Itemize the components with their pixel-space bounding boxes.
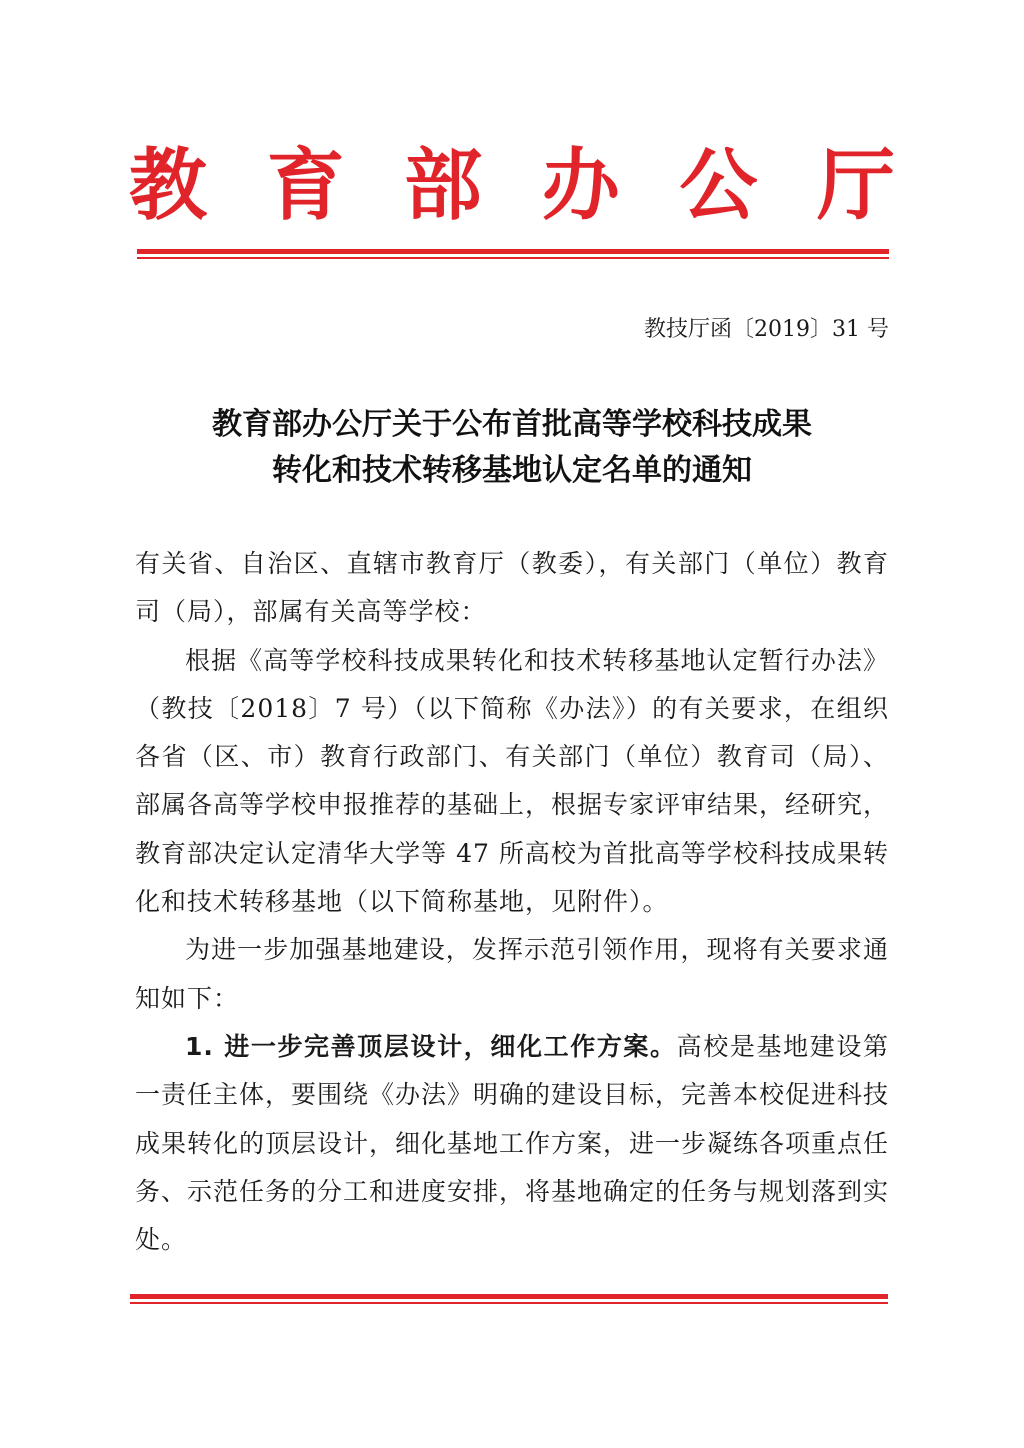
document-title [120, 402, 904, 494]
document-body [135, 540, 889, 1264]
masthead-divider [137, 249, 889, 259]
masthead [120, 138, 904, 234]
masthead-char: 厅 [816, 140, 895, 231]
item-1-text: 高校是基地建设第一责任主体，要围绕《办法》明确的建设目标，完善本校促进科技成果转化的顶层设计，细化基地工作方案，进一步凝练各项重点任务、示范任务的分工和进度安排，将基地确定的任务与规划落到实处。 [135, 1031, 890, 1255]
document-number: 教技厅函〔2019〕31 号 [644, 317, 889, 342]
title-line-2: 转化和技术转移基地认定名单的通知 [272, 453, 752, 488]
masthead-char: 部 [404, 140, 483, 231]
title-line-1: 教育部办公厅关于公布首批高等学校科技成果 [212, 407, 812, 442]
masthead-char: 教 [128, 140, 207, 231]
masthead-char: 育 [266, 140, 345, 231]
masthead-char: 办 [541, 140, 620, 231]
item-1-heading: 1. 进一步完善顶层设计，细化工作方案。 [185, 1031, 677, 1061]
footer-divider [130, 1294, 888, 1304]
paragraph-2: 为进一步加强基地建设，发挥示范引领作用，现将有关要求通知如下： [135, 935, 889, 1013]
masthead-char: 公 [679, 140, 758, 231]
item-1 [135, 1023, 889, 1264]
paragraph-1: 根据《高等学校科技成果转化和技术转移基地认定暂行办法》（教技〔2018〕7 号）（以下简称《办法》）的有关要求，在组织各省（区、市）教育行政部门、有关部门（单位）教育司（局）、部属各高等学校申报推荐的基础上，根据专家评审结果，经研究，教育部决定认定清华大学等 47 所高校为首批高等学校科技成果转化和技术转移基地（以下简称基地，见附件）。 [135, 645, 890, 917]
salutation: 有关省、自治区、直辖市教育厅（教委），有关部门（单位）教育司（局），部属有关高等学校： [135, 549, 889, 627]
